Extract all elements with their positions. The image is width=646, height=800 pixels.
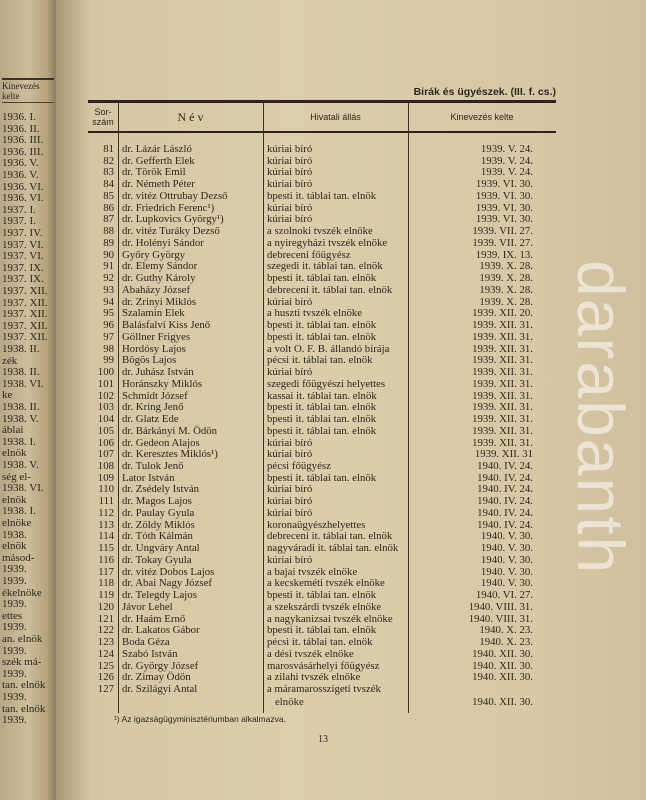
- date-cell: 1940. V. 30.: [480, 565, 533, 578]
- date-cell: 1940. V. 30.: [480, 530, 533, 543]
- post-cell: kúriai bíró: [267, 436, 313, 449]
- number-cell: 95: [103, 307, 114, 320]
- table-row: [88, 144, 556, 156]
- left-page-line: 1938. II.: [2, 366, 40, 379]
- left-page-line: 1937. VI.: [2, 238, 44, 251]
- date-cell: 1939. X. 28.: [479, 272, 533, 285]
- post-cell: pécsi főügyész: [267, 459, 331, 472]
- number-cell: 97: [103, 330, 114, 343]
- left-page-line: 1937. XII.: [2, 319, 48, 332]
- number-cell: 100: [97, 366, 114, 379]
- post-cell: bpesti it. táblai tan. elnök: [267, 413, 377, 426]
- date-cell: 1940. VIII. 31.: [468, 612, 533, 625]
- number-cell: 121: [97, 612, 114, 625]
- post-cell: kúriai bíró: [267, 366, 313, 379]
- post-cell: kúriai bíró: [267, 154, 313, 167]
- name-cell: dr. Lupkovics György¹): [122, 213, 224, 226]
- post-cell: kúriai bíró: [267, 166, 313, 179]
- date-cell: 1939. XII. 31.: [472, 436, 533, 449]
- number-cell: 107: [97, 448, 114, 461]
- number-cell: 98: [103, 342, 114, 355]
- left-page-line: áblai: [2, 424, 24, 437]
- number-cell: 108: [97, 459, 114, 472]
- name-cell: Hordósy Lajos: [122, 342, 186, 355]
- date-cell: 1940. VIII. 31.: [468, 600, 533, 613]
- date-cell: 1939. X. 28.: [479, 295, 533, 308]
- post-cell: szegedi it. táblai tan. elnök: [267, 260, 383, 273]
- name-cell: dr. Guthy Károly: [122, 272, 196, 285]
- name-cell: dr. Kring Jenő: [122, 401, 184, 414]
- name-cell: dr. Török Emil: [122, 166, 186, 179]
- post-cell: a huszti tvszék elnöke: [267, 307, 363, 320]
- name-cell: dr. Zsédely István: [122, 483, 200, 496]
- name-cell: dr. Lakatos Gábor: [122, 624, 200, 637]
- number-cell: 117: [98, 565, 114, 578]
- table-row: [88, 461, 556, 473]
- left-page-line: 1938. V.: [2, 412, 39, 425]
- post-cell: kúriai bíró: [267, 506, 313, 519]
- date-cell: 1940. V. 30.: [480, 553, 533, 566]
- left-page-line: 1939.: [2, 714, 27, 727]
- number-cell: 85: [103, 189, 114, 202]
- table-row: [88, 414, 556, 426]
- number-cell: 106: [97, 436, 114, 449]
- post-cell: a nyiregyházi tvszék elnöke: [267, 236, 388, 249]
- date-cell: 1940. IV. 24.: [477, 459, 533, 472]
- left-page-line: 1938.: [2, 528, 27, 541]
- name-cell: Boda Géza: [122, 636, 170, 649]
- left-page-line: 1938. I.: [2, 505, 36, 518]
- number-cell: 115: [98, 542, 114, 555]
- name-cell: dr. Haám Ernő: [122, 612, 186, 625]
- left-page-line: 1938. VI.: [2, 377, 44, 390]
- date-cell: 1940. VI. 27.: [475, 589, 533, 602]
- post-cell: a szolnoki tvszék elnöke: [267, 225, 373, 238]
- table-row: [88, 238, 556, 250]
- post-cell: pécsi it. táblai tan. elnök: [267, 354, 373, 367]
- post-cell: kúriai bíró: [267, 143, 313, 155]
- date-cell: 1939. XII. 31.: [472, 413, 533, 426]
- date-cell: 1940. IV. 24.: [477, 518, 533, 531]
- left-page-line: 1936. I.: [2, 111, 36, 123]
- left-page-line: 1936. III.: [2, 134, 44, 147]
- name-cell: dr. Tóth Kálmán: [122, 530, 193, 543]
- name-cell: Szabó István: [122, 647, 178, 660]
- name-cell: Bögös Lajos: [122, 354, 177, 367]
- date-cell: 1940. XII. 30.: [472, 671, 533, 684]
- number-cell: 127: [97, 683, 114, 696]
- post-cell: nagyváradi it. táblai tan. elnök: [267, 542, 399, 555]
- name-cell: dr. Abai Nagy József: [122, 577, 212, 590]
- name-cell: dr. Paulay Gyula: [122, 506, 195, 519]
- left-page-line: elnök: [2, 447, 27, 460]
- date-cell: 1939. XII. 31.: [472, 330, 533, 343]
- left-page-line: 1936. V.: [2, 169, 39, 181]
- name-cell: dr. vitéz Turáky Dezső: [122, 225, 220, 238]
- date-cell: 1939. XII. 31: [474, 448, 533, 461]
- left-page-line: 1938. II.: [2, 401, 40, 413]
- post-cell: bpesti it. táblai tan. elnök: [267, 319, 377, 332]
- left-page-line: elnök: [2, 540, 27, 553]
- date-cell: 1939. XII. 31.: [472, 342, 533, 355]
- name-cell: dr. Bárkányi M. Ödön: [122, 424, 218, 437]
- post-cell: kúriai bíró: [267, 178, 313, 191]
- left-page-line: 1939.: [2, 691, 27, 703]
- name-cell: dr. Juhász István: [122, 366, 194, 379]
- date-cell: 1939. IX. 13.: [475, 248, 533, 261]
- running-head: Birák és ügyészek. (III. f. cs.): [413, 86, 556, 98]
- name-cell: dr. Lázár László: [122, 143, 192, 155]
- post-cell: debreceni it. táblai tan. elnök: [267, 530, 393, 543]
- number-cell: 96: [103, 319, 114, 332]
- number-cell: 118: [98, 577, 114, 590]
- post-cell: szegedi főügyészi helyettes: [267, 377, 386, 390]
- post-cell: marosvásárhelyi főügyész: [267, 659, 380, 672]
- table-row: [88, 379, 556, 391]
- table-row: [88, 602, 556, 614]
- date-cell: 1940. IV. 24.: [477, 483, 533, 496]
- date-cell: 1939. VI. 30.: [475, 178, 533, 191]
- post-cell: debreceni főügyész: [267, 248, 351, 261]
- left-page-line: elnöke: [2, 517, 32, 529]
- name-cell: dr. Friedrich Ferenc¹): [122, 201, 215, 214]
- number-cell: 114: [98, 530, 114, 543]
- left-page-line: 1936. II.: [2, 122, 40, 135]
- name-cell: dr. György József: [122, 659, 199, 672]
- left-page-line: 1939.: [2, 598, 27, 611]
- number-cell: 111: [98, 495, 114, 508]
- number-cell: 94: [103, 295, 114, 308]
- left-page-line: ékelnöke: [2, 586, 42, 599]
- post-cell: bpesti it. táblai tan. elnök: [267, 624, 377, 637]
- table-row: [88, 426, 556, 438]
- name-cell: dr. Elemy Sándor: [122, 260, 198, 273]
- name-cell: Schmidt József: [122, 389, 188, 402]
- date-cell: 1940. IV. 24.: [477, 506, 533, 519]
- name-cell: dr. vitéz Ottrubay Dezső: [122, 189, 228, 202]
- post-cell: kúriai bíró: [267, 295, 313, 308]
- number-cell: 84: [103, 178, 114, 191]
- post-cell: a kecskeméti tvszék elnöke: [267, 577, 385, 590]
- number-cell: 89: [103, 236, 114, 249]
- number-cell: 102: [97, 389, 114, 402]
- name-cell: dr. Tulok Jenő: [122, 459, 184, 472]
- date-cell: 1939. X. 28.: [479, 283, 533, 296]
- table-row-continuation: [88, 697, 556, 709]
- number-cell: 112: [98, 506, 114, 519]
- number-cell: 104: [97, 413, 114, 426]
- left-page-line: 1937. XII.: [2, 285, 48, 297]
- number-cell: 109: [97, 471, 114, 484]
- date-cell: 1939. V. 24.: [480, 154, 533, 167]
- footnote: ¹) Az igazságügyminisztériumban alkalmazva.: [114, 714, 286, 724]
- watermark: darabanth: [564, 260, 638, 576]
- number-cell: 113: [98, 518, 114, 531]
- left-page-line: 1937. IX.: [2, 261, 44, 274]
- date-cell: 1940. XII. 30.: [472, 647, 533, 660]
- name-cell: dr. Ungváry Antal: [122, 542, 200, 555]
- left-page-line: 1937. VI.: [2, 250, 44, 263]
- number-cell: 123: [97, 636, 114, 649]
- date-cell: 1940. X. 23.: [479, 624, 533, 637]
- date-cell: 1939. X. 28.: [479, 260, 533, 273]
- number-cell: 116: [98, 553, 114, 566]
- date-cell: 1940. XII. 30.: [472, 659, 533, 672]
- name-cell: Győry György: [122, 248, 186, 261]
- post-cell: bpesti it. táblai tan. elnök: [267, 589, 377, 602]
- left-page-line: ség el-: [2, 470, 32, 483]
- date-cell: 1939. XII. 31.: [472, 354, 533, 367]
- post-cell: bpesti it. táblai tan. elnök: [267, 471, 377, 484]
- date-cell: 1939. VI. 30.: [475, 201, 533, 214]
- table-header-rule: [88, 131, 556, 133]
- table-row: [88, 508, 556, 520]
- number-cell: 87: [103, 213, 114, 226]
- number-cell: 120: [97, 600, 114, 613]
- post-cell: debreceni it. táblai tan. elnök: [267, 283, 393, 296]
- left-page-line: 1937. XII.: [2, 296, 48, 309]
- post-cell: a szekszárdi tvszék elnöke: [267, 600, 382, 613]
- post-cell: kúriai bíró: [267, 201, 313, 214]
- right-page: [56, 0, 646, 800]
- number-cell: 81: [103, 143, 114, 155]
- number-cell: 93: [103, 283, 114, 296]
- date-cell: 1940. X. 23.: [479, 636, 533, 649]
- name-cell: dr. Telegdy Lajos: [122, 589, 197, 602]
- post-cell: a nagykanizsai tvszék elnöke: [267, 612, 393, 625]
- number-cell: 90: [103, 248, 114, 261]
- number-cell: 125: [97, 659, 114, 672]
- table-row: [88, 637, 556, 649]
- number-cell: 99: [103, 354, 114, 367]
- name-cell: Balásfalvi Kiss Jenő: [122, 319, 211, 332]
- date-cell: 1939. XII. 31.: [472, 401, 533, 414]
- post-cell: bpesti it. táblai tan. elnök: [267, 401, 377, 414]
- left-page-line: 1936. V.: [2, 157, 39, 170]
- post-cell: kúriai bíró: [267, 483, 313, 496]
- left-page-line: 1936. VI.: [2, 192, 44, 205]
- left-page-line: 1937. IX.: [2, 273, 44, 286]
- post-cell: kúriai bíró: [267, 553, 313, 566]
- header-sorszam: Sor- szám: [92, 107, 114, 127]
- number-cell: 122: [97, 624, 114, 637]
- left-page-line: 1937. IV.: [2, 227, 43, 239]
- number-cell: 101: [97, 377, 114, 390]
- post-cell: bpesti it. táblai tan. elnök: [267, 424, 377, 437]
- name-cell: Szalamin Elek: [122, 307, 185, 320]
- left-page-line: an. elnök: [2, 633, 43, 645]
- left-page: [0, 0, 56, 800]
- number-cell: 119: [98, 589, 114, 602]
- post-cell: bpesti it. táblai tan. elnök: [267, 189, 377, 202]
- name-cell: Jávor Lehel: [122, 600, 173, 613]
- post-cell: a volt O. F. B. állandó bírája: [267, 342, 390, 355]
- number-cell: 126: [97, 671, 114, 684]
- post-cell: a bajai tvszék elnöke: [267, 565, 358, 578]
- name-cell: Göllner Frigyes: [122, 330, 191, 343]
- table-row: [88, 684, 556, 696]
- date-cell: 1939. V. 24.: [480, 143, 533, 155]
- post-cell: a máramarosszigeti tvszék: [267, 683, 381, 696]
- post-cell: bpesti it. táblai tan. elnök: [267, 272, 377, 285]
- date-cell: 1939. VI. 30.: [475, 213, 533, 226]
- post-cell: elnöke: [275, 695, 304, 708]
- number-cell: 83: [103, 166, 114, 179]
- header-hivatali-allas: Hivatali állás: [310, 112, 361, 122]
- name-cell: dr. Tokay Gyula: [122, 553, 192, 566]
- left-page-line: ke: [2, 389, 13, 402]
- date-cell: 1939. XII. 31.: [472, 319, 533, 332]
- left-page-line: 1938. VI.: [2, 482, 44, 495]
- post-cell: a dési tvszék elnöke: [267, 647, 354, 660]
- name-cell: dr. Zimay Ödön: [122, 671, 191, 684]
- date-cell: 1939. XII. 31.: [472, 389, 533, 402]
- name-cell: dr. Keresztes Miklós¹): [122, 448, 218, 461]
- date-cell: 1940. IV. 24.: [477, 471, 533, 484]
- name-cell: dr. Gedeon Alajos: [122, 436, 200, 449]
- left-page-line: 1937. I.: [2, 215, 36, 228]
- name-cell: Abaházy József: [122, 283, 191, 296]
- table-row: [88, 285, 556, 297]
- left-page-line: 1937. XII.: [2, 331, 48, 344]
- left-page-line: 1936. III.: [2, 145, 44, 158]
- table-row: [88, 191, 556, 203]
- left-page-line: 1939.: [2, 563, 27, 576]
- post-cell: kúriai bíró: [267, 448, 313, 461]
- post-cell: koronaügyészhelyettes: [267, 518, 366, 531]
- post-cell: bpesti it. táblai tan. elnök: [267, 330, 377, 343]
- number-cell: 88: [103, 225, 114, 238]
- header-nev: N é v: [177, 110, 204, 124]
- number-cell: 92: [103, 272, 114, 285]
- name-cell: Horánszky Miklós: [122, 377, 203, 390]
- name-cell: dr. Szilágyi Antal: [122, 683, 198, 696]
- number-cell: 86: [103, 201, 114, 214]
- left-page-line: 1938. II.: [2, 343, 40, 355]
- date-cell: 1940. XII. 30.: [472, 695, 533, 708]
- post-cell: kúriai bíró: [267, 213, 313, 226]
- left-page-line: szék má-: [2, 656, 42, 669]
- name-cell: dr. Zrinyi Miklós: [122, 295, 197, 308]
- left-page-line: 1936. VI.: [2, 180, 44, 193]
- table-row: [88, 367, 556, 379]
- table-row: [88, 332, 556, 344]
- left-page-line: 1938. V.: [2, 459, 39, 471]
- date-cell: 1940. V. 30.: [480, 542, 533, 555]
- left-page-line: 1938. I.: [2, 435, 36, 448]
- left-page-line: 1937. XII.: [2, 308, 48, 321]
- number-cell: 91: [103, 260, 114, 273]
- left-page-line: 1939.: [2, 667, 27, 680]
- date-cell: 1940. V. 30.: [480, 577, 533, 590]
- left-page-line: másod-: [2, 551, 35, 564]
- left-page-line: tan. elnök: [2, 702, 46, 715]
- left-page-line: 1939.: [2, 575, 27, 587]
- name-cell: dr. Holényi Sándor: [122, 236, 204, 249]
- date-cell: 1939. VII. 27.: [472, 236, 533, 249]
- date-cell: 1939. XII. 31.: [472, 424, 533, 437]
- date-cell: 1939. XII. 20.: [472, 307, 533, 320]
- name-cell: Lator István: [122, 471, 175, 484]
- post-cell: a zilahi tvszék elnöke: [267, 671, 361, 684]
- left-page-line: 1939.: [2, 644, 27, 657]
- page-number: 13: [318, 734, 328, 745]
- date-cell: 1940. IV. 24.: [477, 495, 533, 508]
- name-cell: dr. Magos Lajos: [122, 495, 192, 508]
- left-page-line: tan. elnök: [2, 679, 46, 692]
- left-page-line: 1937. I.: [2, 203, 36, 216]
- post-cell: kúriai bíró: [267, 495, 313, 508]
- number-cell: 110: [98, 483, 114, 496]
- date-cell: 1939. VI. 30.: [475, 189, 533, 202]
- left-page-header: Kinevezés kelte: [2, 78, 54, 103]
- left-page-line: ettes: [2, 609, 23, 622]
- date-cell: 1939. XII. 31.: [472, 366, 533, 379]
- name-cell: dr. Németh Péter: [122, 178, 195, 191]
- name-cell: dr. Glatz Ede: [122, 413, 179, 426]
- name-cell: dr. vitéz Dobos Lajos: [122, 565, 215, 578]
- post-cell: kassai it. táblai tan. elnök: [267, 389, 377, 402]
- header-kinevezes-kelte: Kinevezés kelte: [450, 112, 514, 122]
- name-cell: dr. Zöldy Miklós: [122, 518, 195, 531]
- post-cell: pécsi it. táblai tan. elnök: [267, 636, 373, 649]
- table-row: [88, 649, 556, 661]
- number-cell: 105: [97, 424, 114, 437]
- date-cell: 1939. V. 24.: [480, 166, 533, 179]
- number-cell: 82: [103, 154, 114, 167]
- table-row: [88, 555, 556, 567]
- number-cell: 124: [97, 647, 114, 660]
- name-cell: dr. Gefferth Elek: [122, 154, 195, 167]
- left-page-line: zék: [2, 354, 18, 367]
- date-cell: 1939. XII. 31.: [472, 377, 533, 390]
- left-page-line: elnök: [2, 493, 27, 506]
- left-page-line: 1939.: [2, 621, 27, 634]
- date-cell: 1939. VII. 27.: [472, 225, 533, 238]
- number-cell: 103: [97, 401, 114, 414]
